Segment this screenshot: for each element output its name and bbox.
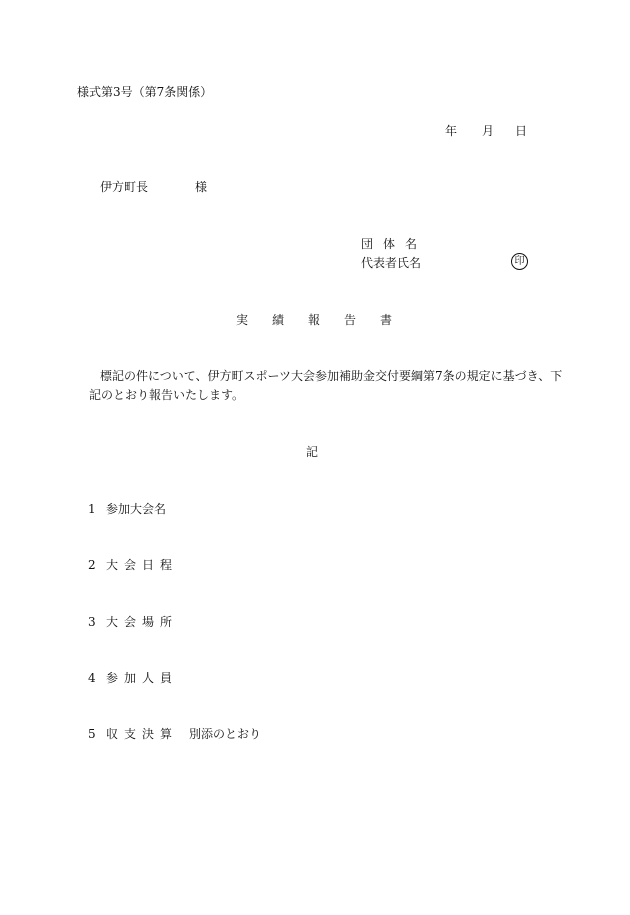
body-text-line-1: 標記の件について、伊方町スポーツ大会参加補助金交付要綱第7条の規定に基づき、下: [100, 369, 563, 383]
date-day-label: 日: [515, 124, 528, 138]
item-number-2: 2: [88, 558, 96, 572]
item-label-tournament-name: 参加大会名: [106, 502, 167, 516]
date-month-label: 月: [482, 124, 495, 138]
body-text-line-2: 記のとおり報告いたします。: [89, 388, 245, 402]
document-title: 実績報告書: [236, 313, 417, 327]
item-label-income-expense: 収支決算: [106, 727, 179, 741]
date-year-label: 年: [445, 124, 458, 138]
form-number: 様式第3号（第7条関係）: [77, 85, 213, 99]
organization-name-label: 団体名: [361, 237, 428, 251]
item-label-tournament-venue: 大会場所: [106, 615, 179, 629]
seal-mark-icon: 印: [511, 253, 528, 270]
ki-heading: 記: [306, 445, 319, 459]
item-number-4: 4: [88, 671, 96, 685]
item-label-tournament-schedule: 大会日程: [106, 558, 179, 572]
addressee-name: 伊方町長: [100, 180, 149, 194]
item-number-3: 3: [88, 615, 96, 629]
addressee-honorific: 様: [195, 180, 208, 194]
item-value-income-expense: 別添のとおり: [189, 727, 262, 741]
item-label-participants: 参加人員: [106, 671, 179, 685]
representative-name-label: 代表者氏名: [361, 256, 422, 270]
item-number-1: 1: [88, 502, 96, 516]
item-number-5: 5: [88, 727, 96, 741]
